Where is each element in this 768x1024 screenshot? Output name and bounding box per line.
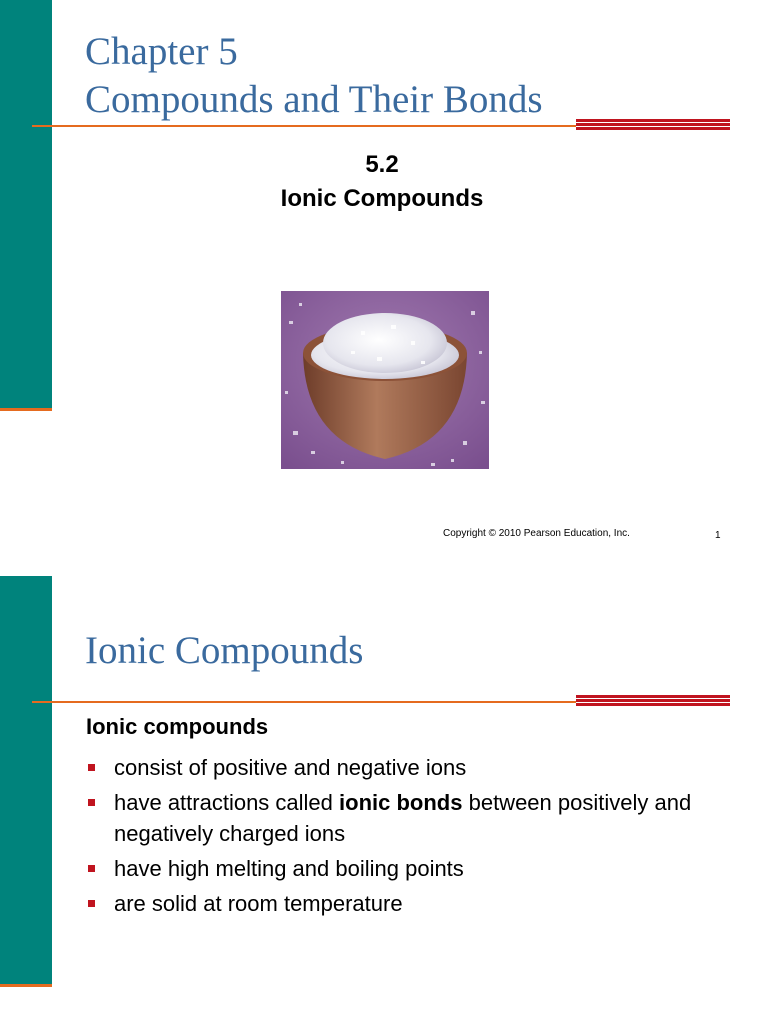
bullet-list bbox=[86, 752, 706, 923]
slide-title-line-2: Compounds and Their Bonds bbox=[85, 78, 543, 121]
slide-2-title-underline bbox=[32, 701, 578, 703]
page-number: 1 bbox=[715, 530, 721, 541]
salt-bowl-photo bbox=[281, 291, 489, 469]
bullet-square-icon bbox=[88, 900, 95, 907]
bullet-item: have high melting and boiling points bbox=[86, 853, 706, 884]
bullet-item: consist of positive and negative ions bbox=[86, 752, 706, 783]
slide-title-line-1: Chapter 5 bbox=[85, 30, 238, 73]
orange-accent-tick bbox=[0, 984, 52, 987]
teal-side-bar bbox=[0, 576, 52, 984]
slide-gap bbox=[0, 556, 768, 576]
teal-side-bar bbox=[0, 0, 52, 408]
orange-accent-tick bbox=[0, 408, 52, 411]
bullet-square-icon bbox=[88, 865, 95, 872]
slide-2-title-red-accent bbox=[576, 695, 730, 707]
ionic-bonds-term: ionic bonds bbox=[339, 790, 463, 815]
bullet-square-icon bbox=[88, 799, 95, 806]
copyright-notice: Copyright © 2010 Pearson Education, Inc. bbox=[443, 528, 630, 539]
section-title: Ionic Compounds bbox=[280, 185, 484, 212]
title-underline bbox=[32, 125, 578, 127]
bullet-item: are solid at room temperature bbox=[86, 888, 706, 919]
content-heading: Ionic compounds bbox=[86, 714, 269, 739]
bullet-square-icon bbox=[88, 764, 95, 771]
bullet-item: have attractions called ionic bonds between positively and negatively charged ions bbox=[86, 787, 706, 849]
title-red-accent bbox=[576, 119, 730, 131]
section-number: 5.2 bbox=[365, 151, 399, 178]
slide-2-title: Ionic Compounds bbox=[85, 629, 364, 672]
